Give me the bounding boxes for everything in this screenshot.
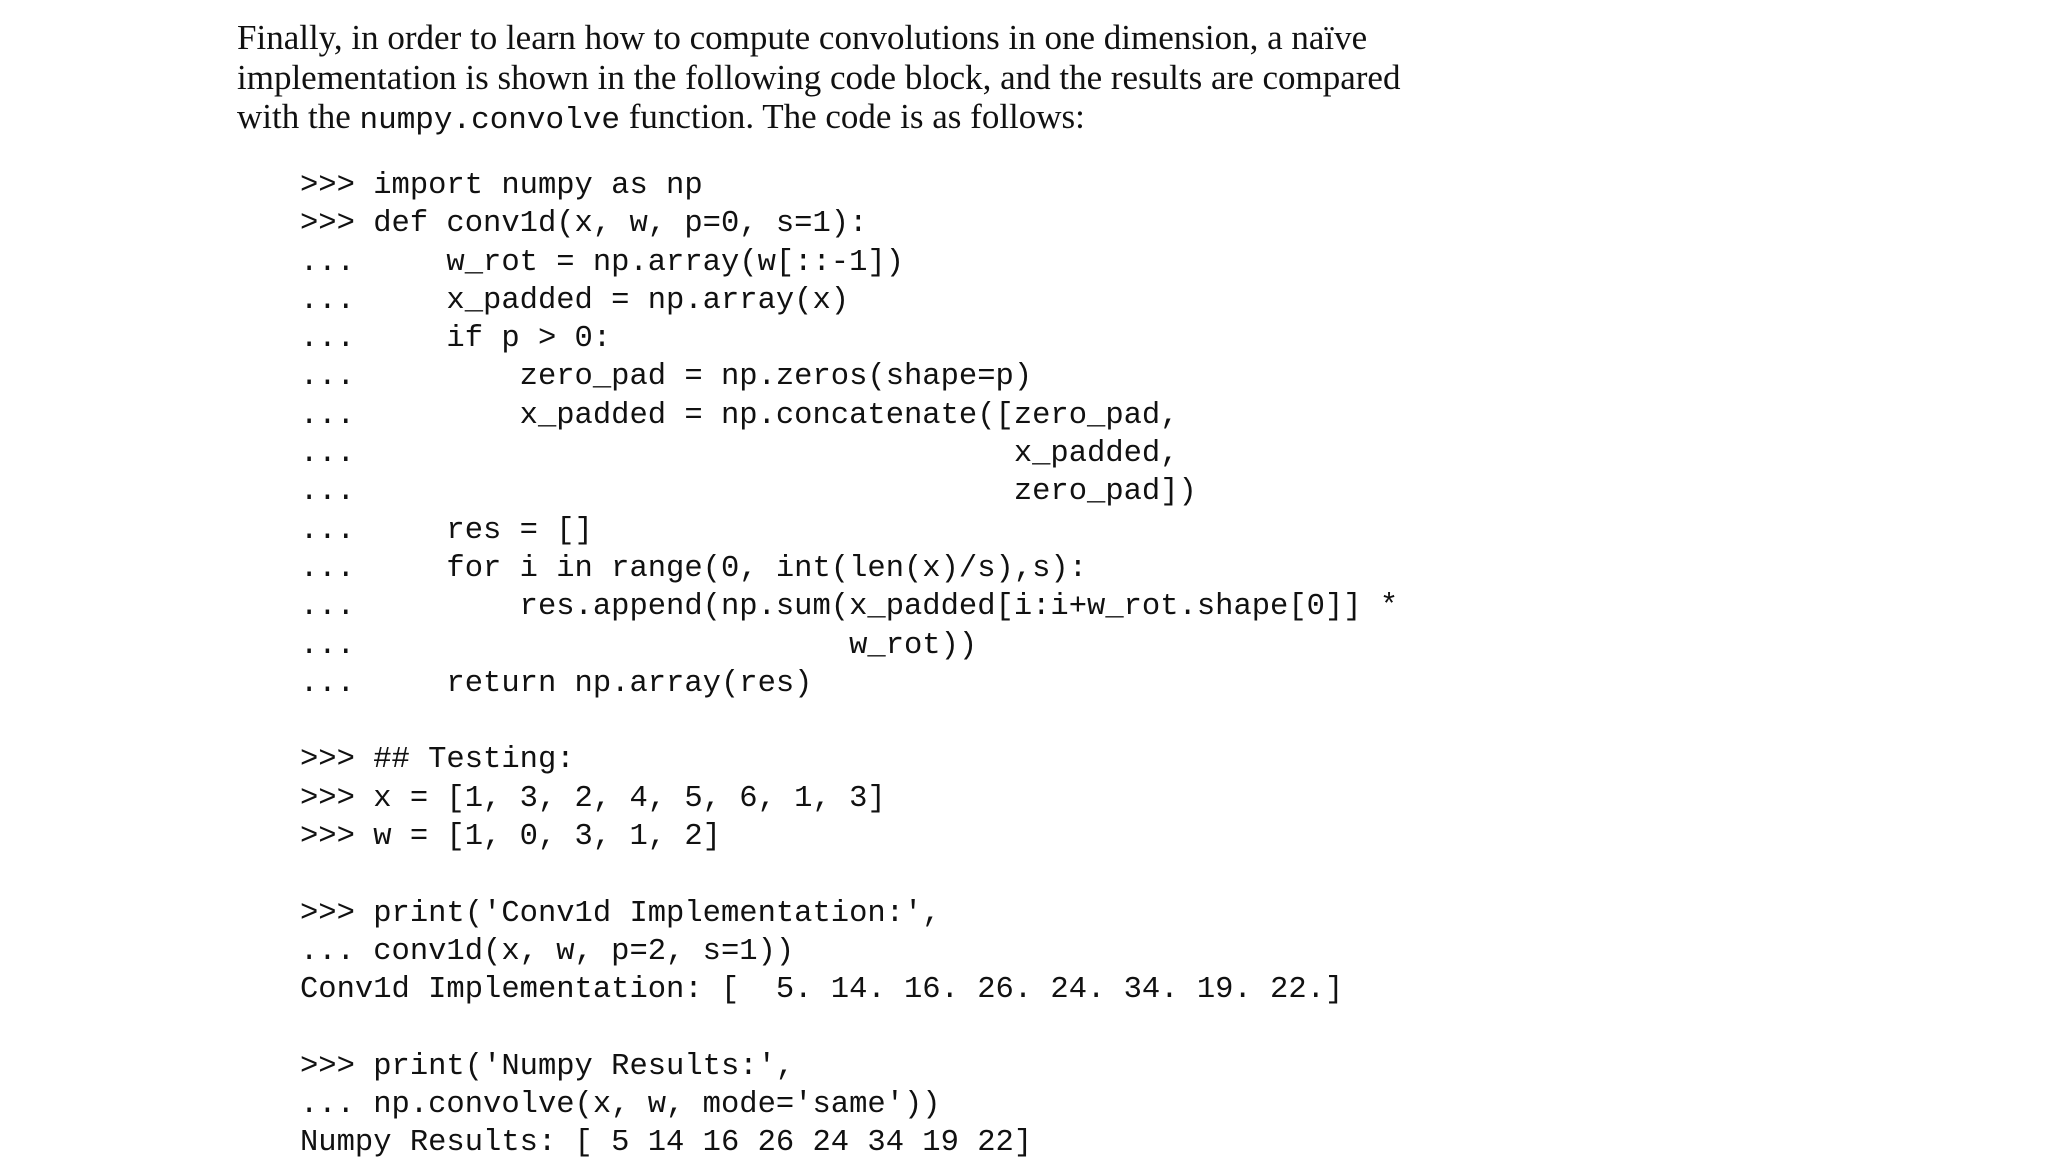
code-line: ... w_rot = np.array(w[::-1]) bbox=[300, 245, 904, 280]
code-line: ... return np.array(res) bbox=[300, 666, 813, 701]
code-line: ... zero_pad]) bbox=[300, 475, 1197, 510]
code-line: ... x_padded = np.concatenate([zero_pad, bbox=[300, 398, 1179, 433]
code-line: ... zero_pad = np.zeros(shape=p) bbox=[300, 360, 1033, 395]
code-block bbox=[300, 167, 2000, 1163]
inline-code-numpy-convolve: numpy.convolve bbox=[359, 103, 620, 138]
intro-paragraph bbox=[237, 18, 1937, 141]
code-line: ... x_padded, bbox=[300, 437, 1179, 472]
code-output-line: Conv1d Implementation: [ 5. 14. 16. 26. 24. 34. 19. 22.] bbox=[300, 973, 1344, 1008]
intro-line-3-text-before: with the bbox=[237, 97, 360, 136]
code-line: >>> ## Testing: bbox=[300, 743, 575, 778]
intro-line-3-text-after: function. The code is as follows: bbox=[619, 97, 1085, 136]
code-line: ... conv1d(x, w, p=2, s=1)) bbox=[300, 934, 795, 969]
intro-line-2: implementation is shown in the following code block, and the results are compared bbox=[237, 57, 1401, 97]
code-output-line: Numpy Results: [ 5 14 16 26 24 34 19 22] bbox=[300, 1126, 1033, 1161]
code-line: ... res.append(np.sum(x_padded[i:i+w_rot.shape[0]] * bbox=[300, 590, 1399, 625]
code-line: >>> x = [1, 3, 2, 4, 5, 6, 1, 3] bbox=[300, 781, 886, 816]
code-line: ... if p > 0: bbox=[300, 322, 612, 357]
intro-line-3 bbox=[237, 97, 1937, 141]
code-line: ... for i in range(0, int(len(x)/s),s): bbox=[300, 551, 1088, 586]
code-line: >>> print('Numpy Results:', bbox=[300, 1049, 795, 1084]
code-line: >>> def conv1d(x, w, p=0, s=1): bbox=[300, 207, 868, 242]
code-line: >>> w = [1, 0, 3, 1, 2] bbox=[300, 820, 721, 855]
code-line: >>> import numpy as np bbox=[300, 169, 703, 203]
code-line: ... w_rot)) bbox=[300, 628, 978, 663]
code-line: ... x_padded = np.array(x) bbox=[300, 283, 850, 318]
intro-line-1: Finally, in order to learn how to compute convolutions in one dimension, a naïve bbox=[237, 18, 1368, 57]
code-line: ... res = [] bbox=[300, 513, 593, 548]
code-blank-line bbox=[300, 1010, 2000, 1048]
code-line: ... np.convolve(x, w, mode='same')) bbox=[300, 1088, 941, 1123]
code-blank-line bbox=[300, 703, 2000, 741]
code-line: >>> print('Conv1d Implementation:', bbox=[300, 896, 941, 931]
code-blank-line bbox=[300, 856, 2000, 894]
